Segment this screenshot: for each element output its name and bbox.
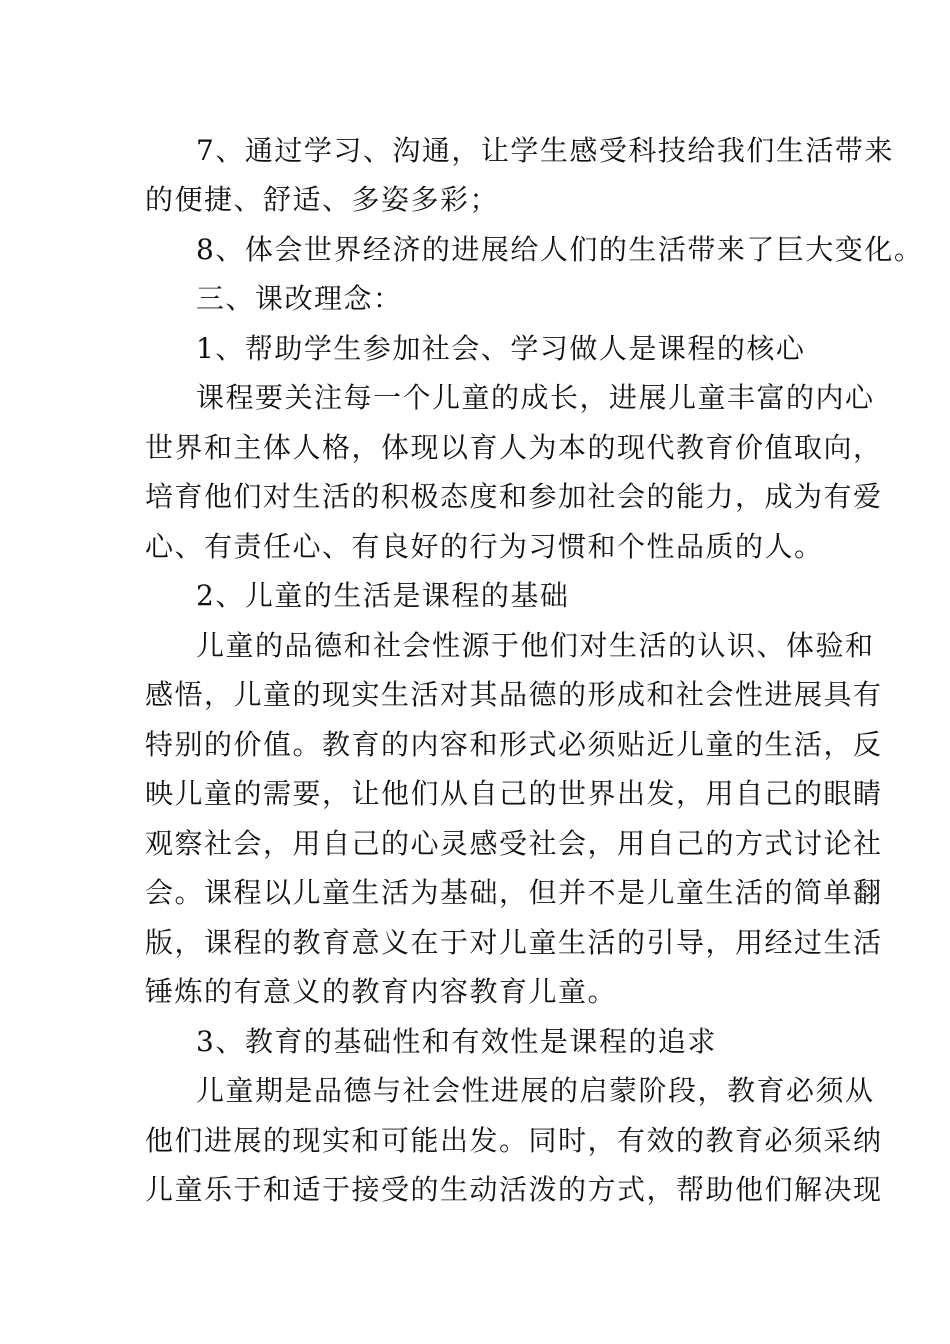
- text-line: 8、体会世界经济的进展给人们的生活带来了巨大变化。: [196, 233, 924, 266]
- text-line: 课程要关注每一个儿童的成长，进展儿童丰富的内心: [196, 381, 875, 414]
- text-line: 特别的价值。教育的内容和形式必须贴近儿童的生活，反: [145, 728, 883, 761]
- text-line: 感悟，儿童的现实生活对其品德的形成和社会性进展具有: [145, 678, 883, 711]
- text-line: 的便捷、舒适、多姿多彩；: [145, 183, 500, 216]
- text-line: 版，课程的教育意义在于对儿童生活的引导，用经过生活: [145, 926, 883, 959]
- text-line: 培育他们对生活的积极态度和参加社会的能力，成为有爱: [145, 480, 883, 513]
- text-line: 儿童的品德和社会性源于他们对生活的认识、体验和: [196, 629, 875, 662]
- subheading: 2、儿童的生活是课程的基础: [196, 579, 570, 612]
- text-line: 世界和主体人格，体现以育人为本的现代教育价值取向，: [145, 431, 883, 464]
- text-line: 观察社会，用自己的心灵感受社会，用自己的方式讨论社: [145, 827, 883, 860]
- text-line: 他们进展的现实和可能出发。同时，有效的教育必须采纳: [145, 1124, 883, 1157]
- subheading: 3、教育的基础性和有效性是课程的追求: [196, 1025, 717, 1058]
- text-line: 儿童期是品德与社会性进展的启蒙阶段，教育必须从: [196, 1074, 875, 1107]
- text-line: 映儿童的需要，让他们从自己的世界出发，用自己的眼睛: [145, 777, 883, 810]
- text-line: 儿童乐于和适于接受的生动活泼的方式，帮助他们解决现: [145, 1173, 883, 1206]
- text-line: 7、通过学习、沟通，让学生感受科技给我们生活带来: [196, 134, 894, 167]
- text-line: 会。课程以儿童生活为基础，但并不是儿童生活的简单翻: [145, 876, 883, 909]
- subheading: 1、帮助学生参加社会、学习做人是课程的核心: [196, 332, 806, 365]
- text-line: 锤炼的有意义的教育内容教育儿童。: [145, 975, 618, 1008]
- section-heading: 三、课改理念：: [196, 282, 403, 315]
- text-line: 心、有责任心、有良好的行为习惯和个性品质的人。: [145, 530, 824, 563]
